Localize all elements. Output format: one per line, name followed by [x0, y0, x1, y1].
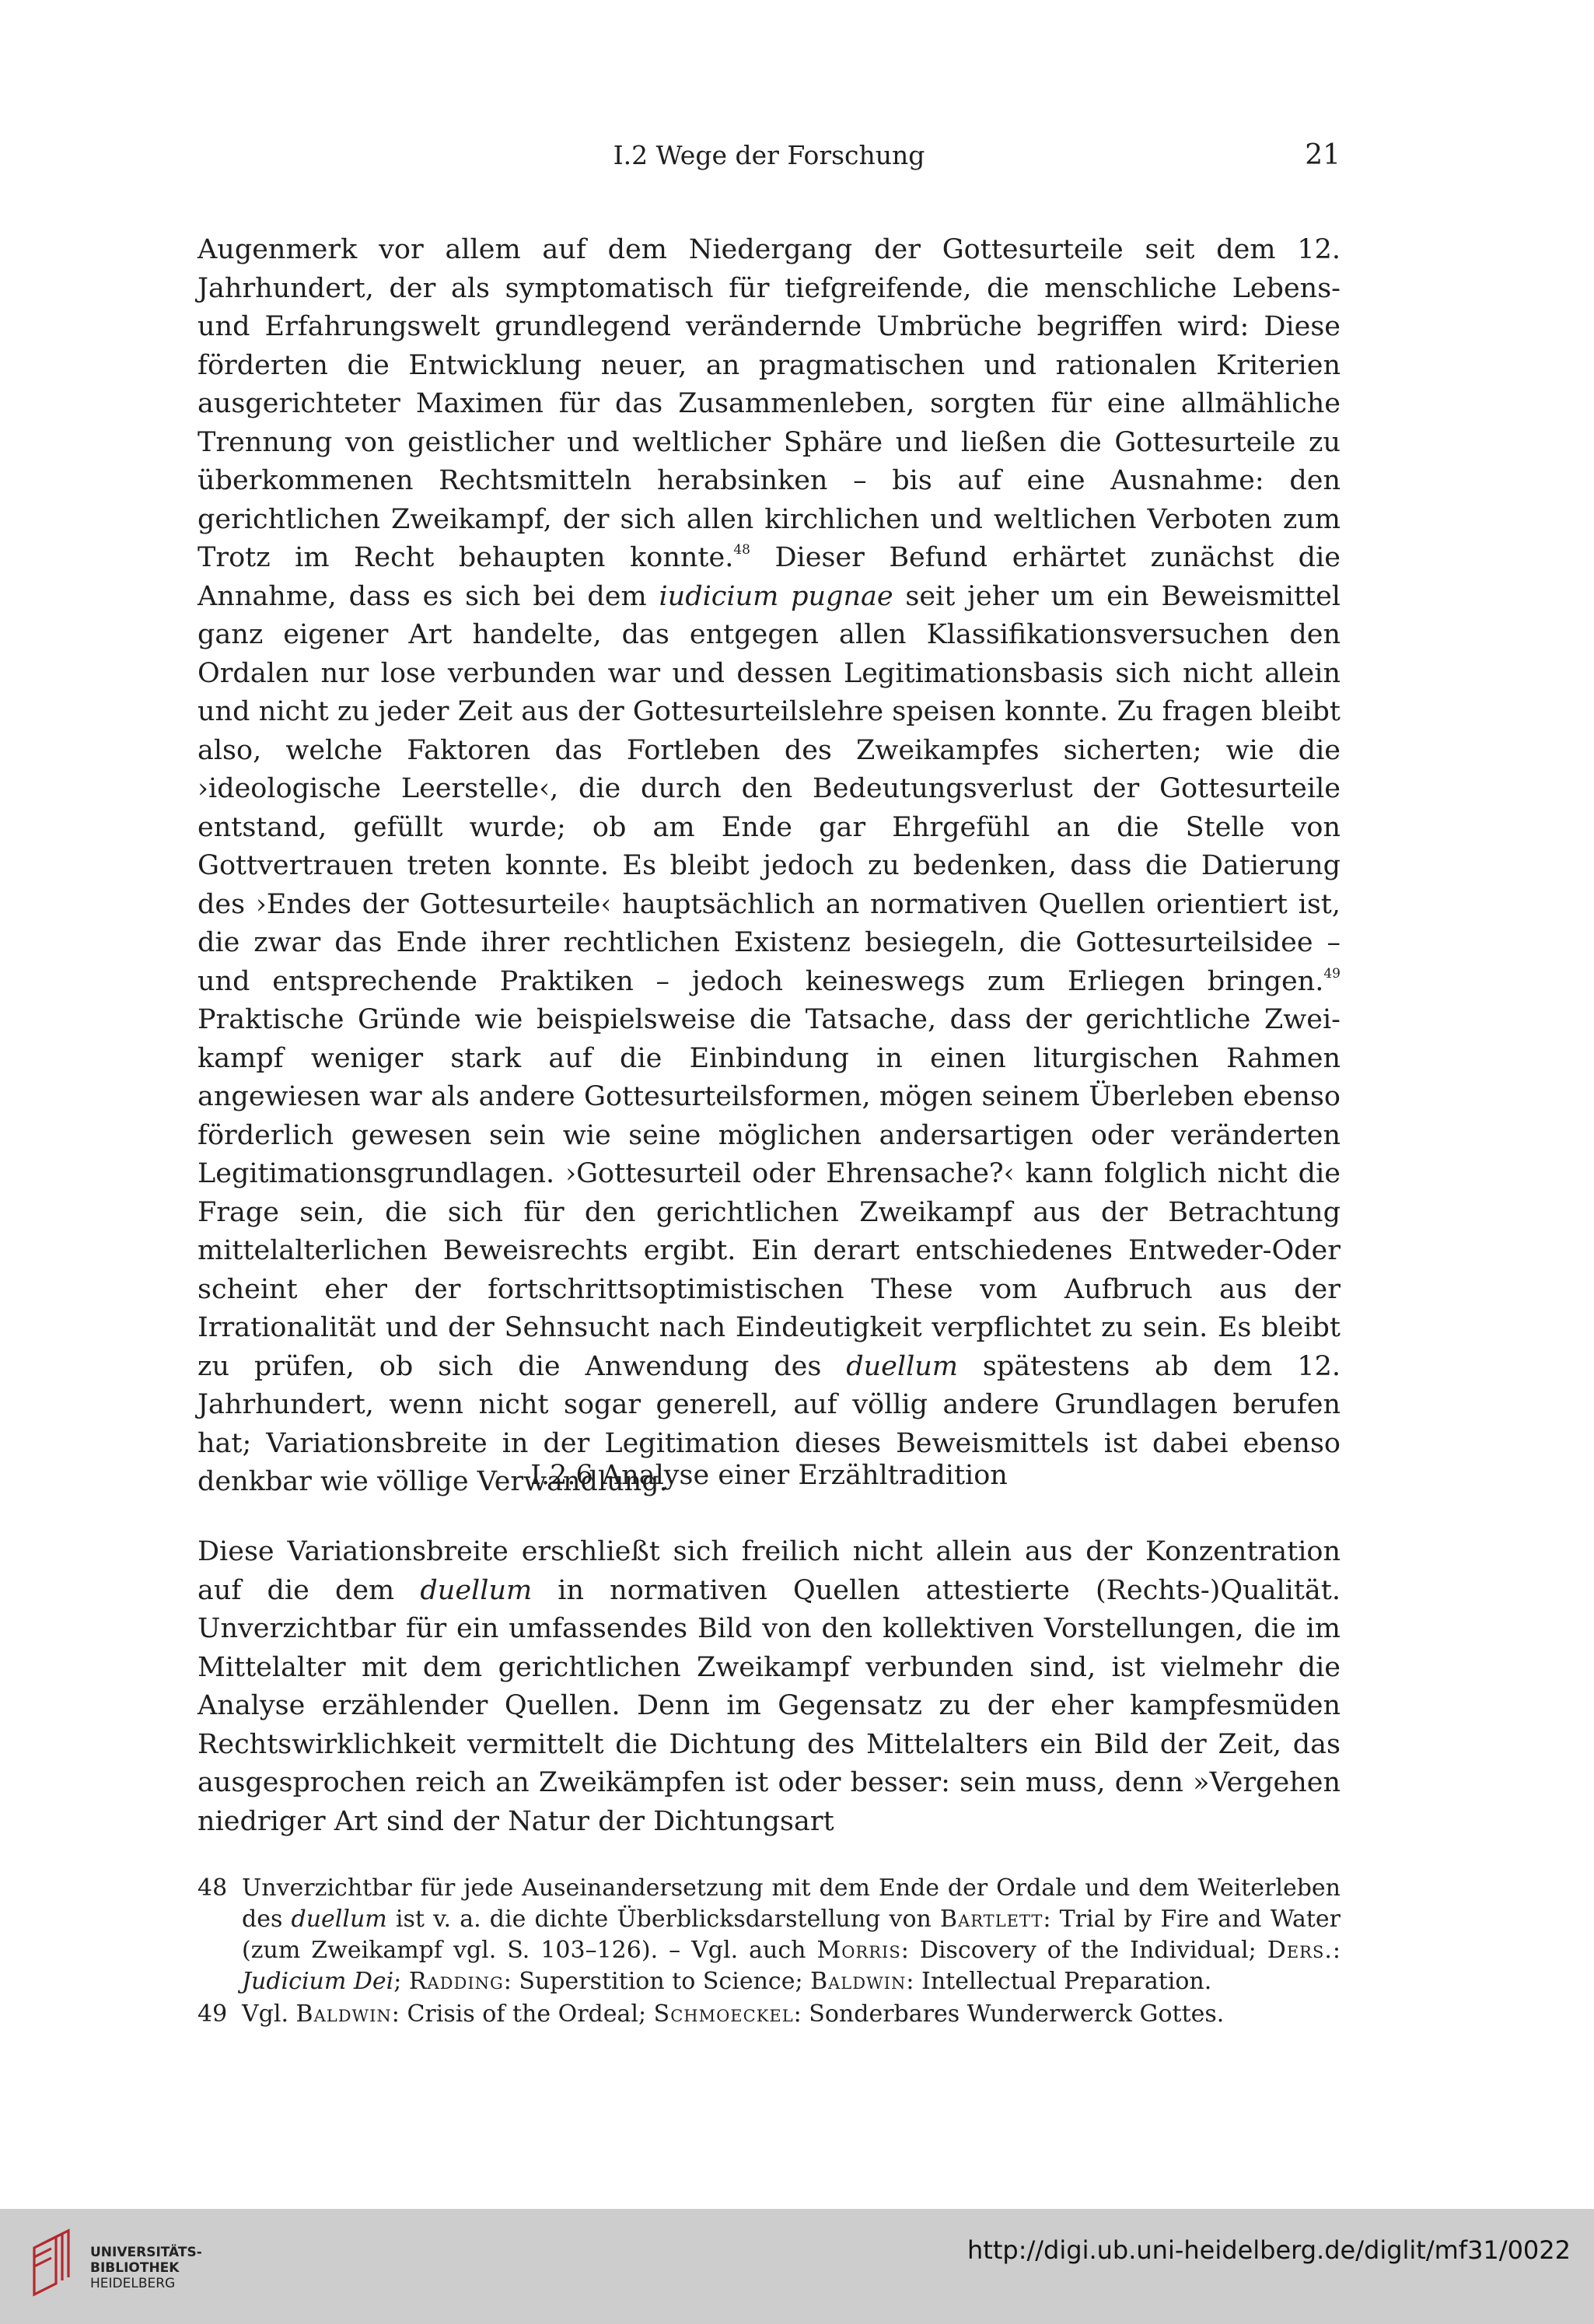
- latin-term: duellum: [291, 1906, 387, 1933]
- author-name: Morris: [816, 1937, 901, 1964]
- text-run: : Sonderbares Wunderwerck Gottes.: [793, 2000, 1225, 2028]
- text-run: spätestens ab dem 12. Jahrhundert, wenn nicht sogar generell, auf völlig andere Grundlagen berufen hat; Variationsbreite in der Legitimation dieses Beweismittels ist dabei ebenso denkbar wie völlige Verwandlung.: [198, 1350, 1341, 1497]
- logo-line: UNIVERSITÄTS-: [90, 2245, 202, 2260]
- author-name: Bartlett: [940, 1906, 1043, 1933]
- footnote-48: [198, 1873, 1341, 1997]
- text-run: Vgl.: [242, 2000, 296, 2028]
- body-paragraph-2: [198, 1533, 1341, 1841]
- source-url-link[interactable]: http://digi.ub.uni-heidelberg.de/diglit/mf31/0022: [967, 2235, 1571, 2265]
- text-run: : Superstition to Science;: [503, 1968, 811, 1995]
- author-name: Radding: [408, 1968, 504, 1995]
- text-run: Augenmerk vor allem auf dem Niedergang der Gottesurteile seit dem 12. Jahrhundert, der als symptomatisch für tiefgreifende, die menschliche Lebens- und Erfahrungswelt grundlegend verändernde Umbrüche begriffen wird: Diese förderten die Entwicklung neuer, an pragmatischen und rationalen Kriterien ausgerichteter Maximen für das Zusammenleben, sorgten für eine allmähliche Trennung von geistlicher und weltlicher Sphäre und ließen die Gottesurteile zu überkommenen Rechtsmitteln herabsinken – bis auf eine Ausnahme: den gerichtlichen Zweikampf, der sich allen kirchlichen und weltlichen Verboten zum Trotz im Recht behaupten konnte.: [198, 234, 1341, 573]
- page-number: 21: [1305, 139, 1341, 171]
- latin-term: Judicium Dei: [242, 1968, 394, 1995]
- text-run: :: [1332, 1937, 1341, 1964]
- text-run: Praktische Gründe wie beispielsweise die Tatsache, dass der gerichtliche Zweikampf weniger stark auf die Einbindung in einen liturgischen Rahmen angewiesen war als andere Gottesurteilsformen, mögen seinem Überleben ebenso förderlich gewesen sein wie seine möglichen andersartigen oder veränderten Legitimationsgrundlagen. ›Gottesurteil oder Ehrensache?‹ kann folglich nicht die Frage sein, die sich für den gerichtlichen Zweikampf aus der Betrachtung mittelalterlichen Beweisrechts ergibt. Ein derart entschiedenes Entweder-Oder scheint eher der fortschrittsoptimistischen These vom Aufbruch aus der Irrationalität und der Sehnsucht nach Eindeutigkeit verpflichtet zu sein. Es bleibt zu prüfen, ob sich die Anwendung des: [198, 1004, 1341, 1382]
- text-run: ;: [393, 1968, 409, 1995]
- text-run: seit jeher um ein Beweismittel ganz eigener Art handelte, das entgegen allen Klassifikationsversuchen den Ordalen nur lose verbunden war und dessen Legitimationsbasis sich nicht allein und nicht zu jeder Zeit aus der Gottesurteilslehre speisen konnte. Zu fragen bleibt also, welche Faktoren das Fortleben des Zweikampfes sicherten; wie die ›ideologische Leerstelle‹, die durch den Bedeutungsverlust der Gottesurteile entstand, gefüllt wurde; ob am Ende gar Ehrgefühl an die Stelle von Gottvertrauen treten konnte. Es bleibt jedoch zu bedenken, dass die Datierung des ›Endes der Gottesurteile‹ hauptsächlich an normativen Quellen orientiert ist, die zwar das Ende ihrer rechtlichen Existenz besiegeln, die Gottesurteilsidee – und entsprechende Praktiken – jedoch keineswegs zum Erliegen bringen.: [198, 580, 1341, 997]
- text-run: Dieser Befund erhärtet zunächst die Annahme, dass es sich bei dem: [198, 542, 1341, 612]
- footnote-ref-48[interactable]: 48: [733, 542, 750, 558]
- section-heading: I.2.6 Analyse einer Erzähltradition: [530, 1460, 1008, 1491]
- text-run: Diese Variationsbreite erschließt sich freilich nicht allein aus der Konzentration auf die dem: [198, 1536, 1341, 1606]
- author-name: Baldwin: [810, 1968, 907, 1995]
- text-run: in normativen Quellen attestierte (Rechts-)Qualität. Unverzichtbar für ein umfassendes Bild von den kollektiven Vorstellungen, die im Mittelalter mit dem gerichtlichen Zweikampf verbunden sind, ist vielmehr die Analyse erzählender Quellen. Denn im Gegensatz zu der eher kampfesmüden Rechtswirklichkeit vermittelt die Dichtung des Mittelalters ein Bild der Zeit, das ausgesprochen reich an Zweikämpfen ist oder besser: sein muss, denn »Vergehen niedriger Art sind der Natur der Dichtungsart: [198, 1574, 1341, 1837]
- text-run: : Intellectual Preparation.: [906, 1968, 1212, 1995]
- footnote-ref-49[interactable]: 49: [1323, 965, 1341, 982]
- library-logo-icon: [28, 2226, 78, 2304]
- text-run: : Crisis of the Ordeal;: [391, 2000, 654, 2028]
- latin-term: iudicium pugnae: [659, 580, 893, 612]
- logo-line: BIBLIOTHEK: [90, 2260, 180, 2276]
- author-name: Baldwin: [295, 2000, 392, 2028]
- text-run: : Discovery of the Individual;: [900, 1937, 1267, 1964]
- body-paragraph-1: [198, 231, 1341, 1502]
- author-name: Ders.: [1267, 1937, 1333, 1964]
- footnote-number: 49: [198, 2000, 228, 2028]
- footer-bar: [0, 2209, 1594, 2324]
- latin-term: duellum: [420, 1574, 533, 1606]
- text-run: ist v. a. die dichte Überblicksdarstellung von: [386, 1906, 941, 1933]
- latin-term: duellum: [846, 1350, 958, 1382]
- text-run: Unverzichtbar für jede Auseinandersetzung mit dem Ende der Ordale und dem Weiterleben des: [242, 1874, 1341, 1933]
- footnotes: [198, 1873, 1341, 2030]
- library-logo[interactable]: [28, 2226, 261, 2304]
- running-head-title: I.2 Wege der Forschung: [613, 140, 925, 170]
- logo-line: HEIDELBERG: [90, 2276, 176, 2291]
- library-logo-text: [90, 2245, 202, 2291]
- author-name: Schmoeckel: [653, 2000, 794, 2028]
- text-run: : Trial by Fire and Water (zum Zweikampf vgl. S. 103–126). – Vgl. auch: [242, 1906, 1341, 1964]
- footnote-49: [198, 1999, 1341, 2030]
- footnote-number: 48: [198, 1874, 228, 1902]
